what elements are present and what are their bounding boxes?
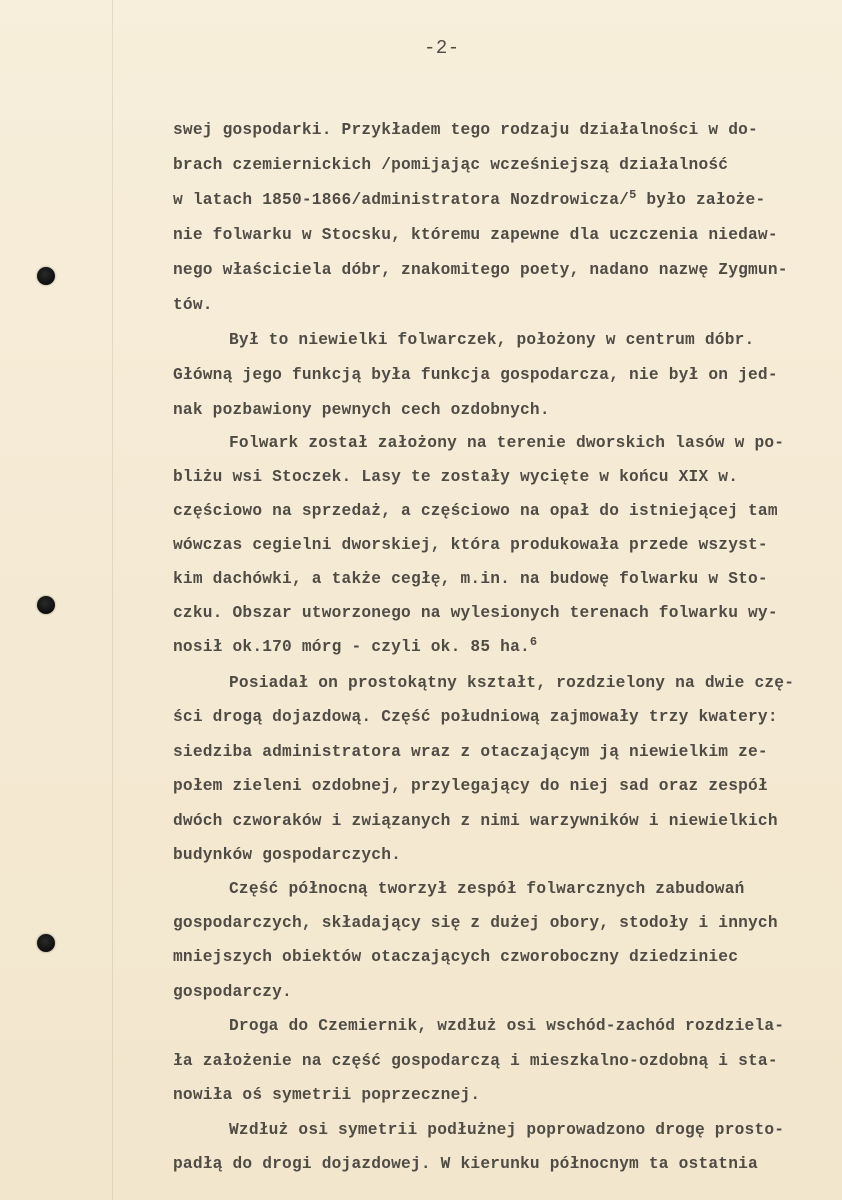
text-line: częściowo na sprzedaż, a częściowo na opał do istniejącej tam bbox=[173, 502, 778, 520]
text-line: Folwark został założony na terenie dworskich lasów w po- bbox=[229, 434, 785, 452]
text-line: Był to niewielki folwarczek, położony w centrum dóbr. bbox=[229, 331, 755, 349]
text-line: dwóch czworaków i związanych z nimi warzywników i niewielkich bbox=[173, 812, 778, 830]
text-line: Droga do Czemiernik, wzdłuż osi wschód-zachód rozdziela- bbox=[229, 1017, 785, 1035]
footnote-ref: 5 bbox=[629, 188, 637, 202]
text-line: Część północną tworzył zespół folwarcznych zabudowań bbox=[229, 880, 745, 898]
text-line: wówczas cegielni dworskiej, która produkowała przede wszyst- bbox=[173, 536, 768, 554]
text-line: gospodarczych, składający się z dużej obory, stodoły i innych bbox=[173, 914, 778, 932]
text-segment: w latach 1850-1866/administratora Nozdrowicza/ bbox=[173, 191, 630, 209]
text-line: bliżu wsi Stoczek. Lasy te zostały wycięte w końcu XIX w. bbox=[173, 468, 739, 486]
punch-hole bbox=[37, 596, 55, 614]
text-line: nak pozbawiony pewnych cech ozdobnych. bbox=[173, 401, 550, 419]
page-number: -2- bbox=[424, 37, 460, 59]
text-line: kim dachówki, a także cegłę, m.in. na budowę folwarku w Sto- bbox=[173, 570, 768, 588]
text-line: padłą do drogi dojazdowej. W kierunku północnym ta ostatnia bbox=[173, 1155, 758, 1173]
text-line: nowiła oś symetrii poprzecznej. bbox=[173, 1086, 481, 1104]
paper-fold bbox=[112, 0, 113, 1200]
text-line: połem zieleni ozdobnej, przylegający do niej sad oraz zespół bbox=[173, 777, 768, 795]
text-line: czku. Obszar utworzonego na wylesionych terenach folwarku wy- bbox=[173, 604, 778, 622]
text-segment: było założe- bbox=[636, 191, 766, 209]
text-line: brach czemiernickich /pomijając wcześniejszą działalność bbox=[173, 156, 729, 174]
text-line: mniejszych obiektów otaczających czworoboczny dziedziniec bbox=[173, 948, 739, 966]
punch-hole bbox=[37, 267, 55, 285]
text-line: tów. bbox=[173, 296, 213, 314]
text-segment: nosił ok.170 mórg - czyli ok. 85 ha. bbox=[173, 638, 530, 656]
text-line: gospodarczy. bbox=[173, 983, 292, 1001]
text-line: budynków gospodarczych. bbox=[173, 846, 402, 864]
text-line: Wzdłuż osi symetrii podłużnej poprowadzono drogę prosto- bbox=[229, 1121, 785, 1139]
text-line: siedziba administratora wraz z otaczającym ją niewielkim ze- bbox=[173, 743, 768, 761]
footnote-ref: 6 bbox=[529, 635, 538, 649]
text-line: swej gospodarki. Przykładem tego rodzaju działalności w do- bbox=[173, 121, 758, 139]
text-line: Posiadał on prostokątny kształt, rozdzielony na dwie czę- bbox=[229, 674, 795, 692]
text-line bbox=[173, 188, 766, 209]
text-line: nie folwarku w Stocsku, któremu zapewne dla uczczenia niedaw- bbox=[173, 226, 778, 244]
text-line: ści drogą dojazdową. Część południową zajmowały trzy kwatery: bbox=[173, 708, 778, 726]
text-line: Główną jego funkcją była funkcja gospodarcza, nie był on jed- bbox=[173, 366, 778, 384]
text-line: nego właściciela dóbr, znakomitego poety, nadano nazwę Zygmun- bbox=[173, 261, 788, 279]
text-line: ła założenie na część gospodarczą i mieszkalno-ozdobną i sta- bbox=[173, 1052, 778, 1070]
text-line bbox=[173, 635, 538, 656]
punch-hole bbox=[37, 934, 55, 952]
